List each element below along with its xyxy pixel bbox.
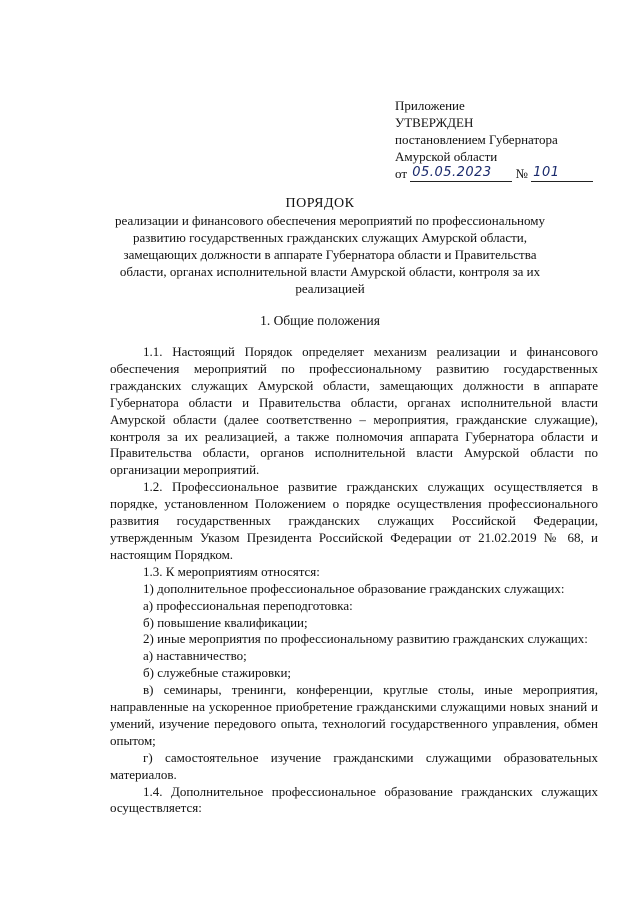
approval-decree-label: постановлением Губернатора bbox=[395, 132, 558, 147]
approval-block bbox=[395, 97, 593, 182]
date-prefix: от bbox=[395, 166, 408, 181]
approval-region-label: Амурской области bbox=[395, 149, 498, 164]
list-item-1a: а) профессиональная переподготовка: bbox=[143, 597, 353, 613]
approval-approved-label: УТВЕРЖДЕН bbox=[395, 115, 474, 130]
paragraph-1-1: 1.1. Настоящий Порядок определяет механизм реализации и финансового обеспечения мероприятий по профессиональному развитию государственных гражданских служащих Амурской области, замещающих должности в аппарате Губернатора области и Правительства области, органах исполнительной власти Амурской области (далее соответственно – мероприятия, гражданские служащие), контроля за их реализацией, а также полномочия аппарата Губернатора области и Правительства области, органов исполнительной власти Амурской области по организации мероприятий. bbox=[110, 344, 598, 478]
paragraph-1-4: 1.4. Дополнительное профессиональное образование гражданских служащих осуществляется: bbox=[110, 783, 598, 816]
list-item-2c: в) семинары, тренинги, конференции, круглые столы, иные мероприятия, направленные на ускоренное приобретение гражданскими служащими новых знаний и умений, изучение передового опыта, технологий государственного управления, обмен опытом; bbox=[110, 682, 598, 748]
paragraph-1-3: 1.3. К мероприятиям относятся: bbox=[143, 563, 320, 579]
number-field bbox=[531, 166, 593, 182]
list-item-1: 1) дополнительное профессиональное образование гражданских служащих: bbox=[143, 580, 565, 596]
list-item-2b: б) служебные стажировки; bbox=[143, 665, 292, 681]
approval-date-number-line bbox=[395, 165, 593, 182]
list-item-2d: г) самостоятельное изучение гражданскими служащими образовательных материалов. bbox=[110, 749, 598, 782]
document-subtitle: реализации и финансового обеспечения мероприятий по профессиональному развитию государственных гражданских служащих Амурской области, замещающих должности в аппарате Губернатора области и Правительства области, органах исполнительной власти Амурской области, контроля за их реализацией bbox=[115, 213, 545, 296]
handwritten-number: 101 bbox=[533, 165, 560, 180]
section-heading: 1. Общие положения bbox=[260, 313, 380, 328]
list-item-2a: а) наставничество; bbox=[143, 648, 247, 664]
approval-appendix-label: Приложение bbox=[395, 98, 465, 113]
number-prefix: № bbox=[515, 166, 528, 181]
document-body bbox=[110, 344, 598, 817]
list-item-1b: б) повышение квалификации; bbox=[143, 614, 308, 630]
document-title: ПОРЯДОК bbox=[285, 196, 355, 211]
list-item-2: 2) иные мероприятия по профессиональному развитию гражданских служащих: bbox=[143, 631, 588, 647]
paragraph-1-2: 1.2. Профессиональное развитие гражданских служащих осуществляется в порядке, установленном Положением о порядке осуществления профессионального развития государственных гражданских служащих Российской Федерации, утвержденным Указом Президента Российской Федерации от 21.02.2019 № 68, и настоящим Порядком. bbox=[110, 479, 598, 562]
date-field bbox=[410, 166, 512, 182]
handwritten-date: 05.05.2023 bbox=[412, 165, 492, 180]
